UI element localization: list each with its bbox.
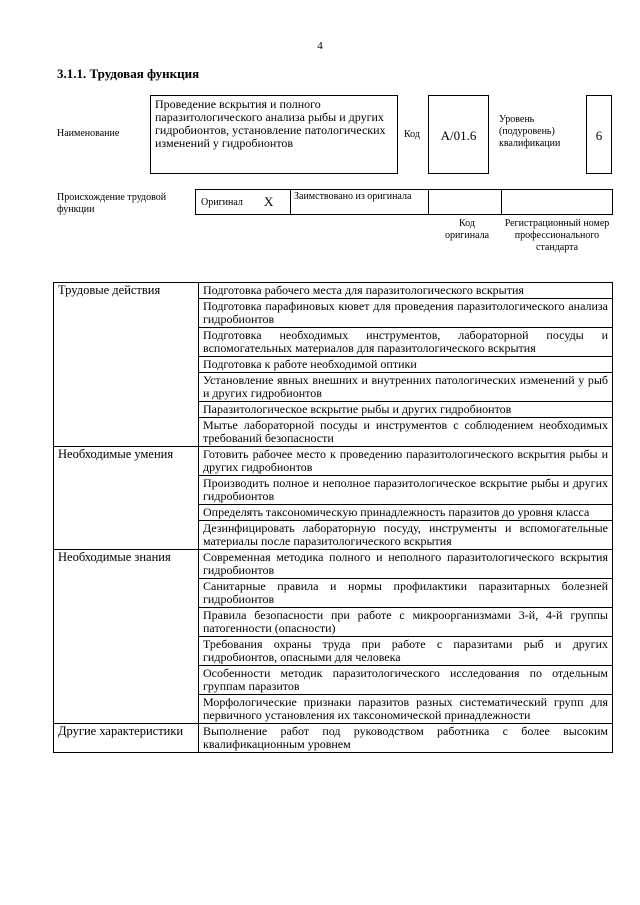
section-item: Готовить рабочее место к проведению паразитологического вскрытия рыбы и других гидробионтов	[199, 447, 613, 476]
table-row	[54, 283, 613, 299]
borrowed-label: Заимствовано из оригинала	[294, 191, 412, 202]
name-label: Наименование	[57, 128, 120, 139]
section-item: Выполнение работ под руководством работника с более высоким квалификационным уровнем	[199, 724, 613, 753]
page-number: 4	[317, 40, 323, 52]
section-item: Производить полное и неполное паразитологическое вскрытие рыбы и других гидробионтов	[199, 476, 613, 505]
qualification-level: 6	[586, 95, 612, 174]
section-item: Требования охраны труда при работе с паразитами рыб и других гидробионтов, опасными для человека	[199, 637, 613, 666]
section-item: Подготовка рабочего места для паразитологического вскрытия	[199, 283, 613, 299]
section-item: Правила безопасности при работе с микроорганизмами 3-й, 4-й группы патогенности (опасности)	[199, 608, 613, 637]
section-item: Особенности методик паразитологического исследования по отдельным группам паразитов	[199, 666, 613, 695]
origin-code-label: Код оригинала	[444, 218, 490, 241]
section-label: Необходимые умения	[54, 447, 199, 550]
original-cell	[196, 190, 291, 214]
section-item: Подготовка необходимых инструментов, лабораторной посуды и вспомогательных материалов для паразитологического вскрытия	[199, 328, 613, 357]
section-item: Морфологические признаки паразитов разных систематический групп для первичного установления их таксономической принадлежности	[199, 695, 613, 724]
origin-code-cell	[429, 190, 502, 214]
original-mark: X	[264, 194, 274, 209]
section-label: Другие характеристики	[54, 724, 199, 753]
section-item: Подготовка к работе необходимой оптики	[199, 357, 613, 373]
table-row	[54, 724, 613, 753]
function-details-table	[53, 282, 613, 753]
code-label: Код	[404, 129, 420, 140]
section-title: 3.1.1. Трудовая функция	[57, 66, 200, 81]
section-item: Санитарные правила и нормы профилактики паразитарных болезней гидробионтов	[199, 579, 613, 608]
section-label: Необходимые знания	[54, 550, 199, 724]
borrowed-cell	[291, 190, 429, 214]
function-code: A/01.6	[428, 95, 489, 174]
registration-number-label: Регистрационный номер профессионального стандарта	[504, 218, 610, 253]
section-item: Подготовка парафиновых кювет для проведения паразитологического анализа гидробионтов	[199, 299, 613, 328]
section-item: Паразитологическое вскрытие рыбы и других гидробионтов	[199, 402, 613, 418]
section-item: Дезинфицировать лабораторную посуду, инструменты и вспомогательные материалы после паразитологического вскрытия	[199, 521, 613, 550]
table-row	[54, 447, 613, 476]
function-name: Проведение вскрытия и полного паразитологического анализа рыбы и других гидробионтов, установление патологических изменений у гидробионтов	[150, 95, 398, 174]
section-item: Современная методика полного и неполного паразитологического вскрытия гидробионтов	[199, 550, 613, 579]
level-label: Уровень (подуровень) квалификации	[499, 114, 561, 149]
origin-label: Происхождение трудовой функции	[57, 192, 167, 215]
original-label: Оригинал	[201, 197, 243, 208]
section-label: Трудовые действия	[54, 283, 199, 447]
section-item: Определять таксономическую принадлежность паразитов до уровня класса	[199, 505, 613, 521]
table-row	[54, 550, 613, 579]
origin-row	[195, 189, 613, 215]
section-item: Установление явных внешних и внутренних патологических изменений у рыб и других гидробионтов	[199, 373, 613, 402]
section-item: Мытье лабораторной посуды и инструментов с соблюдением необходимых требований безопасности	[199, 418, 613, 447]
